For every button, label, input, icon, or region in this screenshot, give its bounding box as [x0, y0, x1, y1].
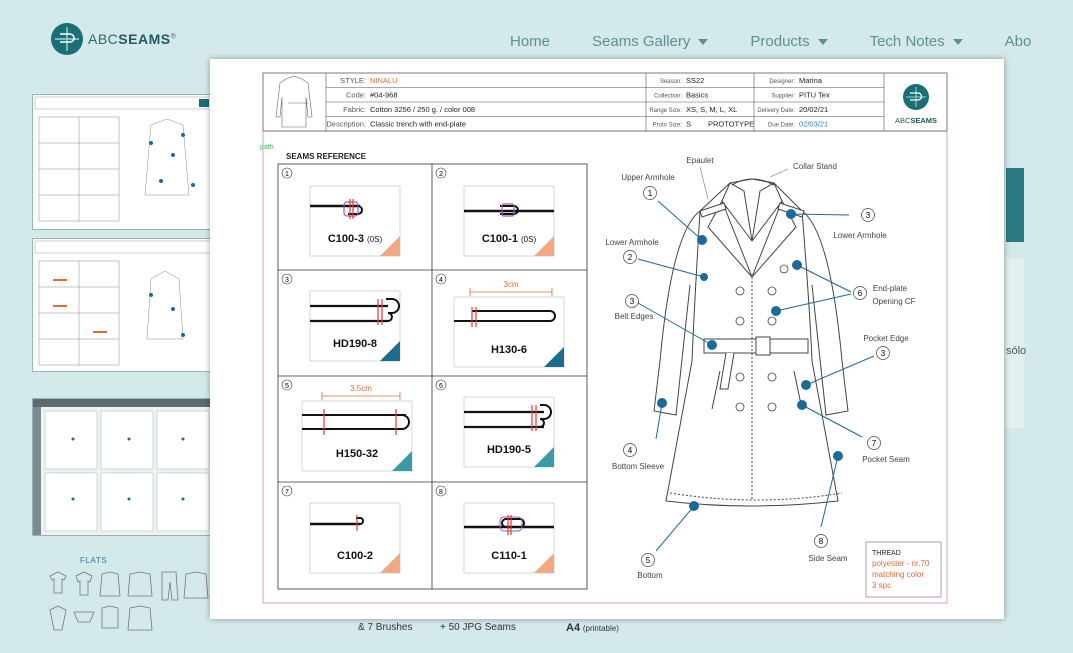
season-value: SS22	[686, 76, 705, 85]
proto-size-value: S	[686, 119, 692, 129]
a4-info: A4 (printable)	[566, 622, 619, 634]
trench-coat-drawing	[654, 179, 848, 506]
collection-value: Basics	[686, 90, 709, 100]
svg-text:4: 4	[439, 277, 443, 284]
callout-number	[626, 295, 639, 308]
seam-cell-3[interactable]	[282, 274, 400, 361]
right-panel-accent	[1006, 168, 1024, 242]
tech-sheet-popup	[210, 59, 1004, 619]
callout-pocket-seam: Pocket Seam	[862, 455, 910, 464]
seam-code: C110-1	[491, 550, 527, 562]
svg-text:3: 3	[629, 297, 635, 306]
chevron-down-icon	[953, 39, 963, 45]
nav-home[interactable]: Home	[510, 33, 551, 50]
seam-code: C100-1 (0S)	[481, 233, 537, 245]
seam-code: C100-2	[336, 550, 374, 562]
svg-text:3: 3	[285, 277, 289, 284]
callout-number	[815, 535, 828, 548]
svg-text:1: 1	[285, 171, 289, 178]
range-size-label: Range Size:	[649, 108, 682, 114]
svg-text:6: 6	[857, 289, 863, 298]
callout-belt-edges: Belt Edges	[614, 312, 654, 321]
style-value: NINALU	[370, 76, 398, 85]
nav-seams-gallery[interactable]: Seams Gallery	[592, 33, 708, 50]
seam-code: C100-3 (0S)	[327, 233, 383, 245]
prototype-flag: PROTOTYPE	[708, 119, 755, 129]
logo-icon	[50, 22, 84, 56]
svg-text:7: 7	[285, 489, 289, 496]
seam-cell-8[interactable]	[436, 486, 554, 573]
callout-number	[644, 187, 657, 200]
chevron-down-icon	[818, 39, 828, 45]
thumbnail-sheet-1[interactable]	[32, 94, 214, 230]
callout-opening-cf: Opening CF	[872, 297, 916, 306]
fabric-value: Cotton 3256 / 250 g. / color 008	[370, 105, 476, 114]
brushes-info: & 7 Brushes	[358, 622, 413, 633]
seam-code: H130-6	[490, 344, 528, 356]
seams-reference-title: SEAMS REFERENCE	[286, 152, 367, 161]
collection-label: Collection:	[653, 93, 682, 100]
designer-label: Designer:	[769, 79, 795, 85]
fabric-label: Fabric:	[343, 105, 366, 114]
callout-number	[862, 209, 875, 222]
sheet-preview-image	[33, 239, 213, 371]
callout-number	[868, 437, 881, 450]
sheet-preview-image	[33, 95, 213, 229]
description-value: Classic trench with end-plate	[370, 119, 466, 129]
nav-tech-notes[interactable]: Tech Notes	[870, 33, 963, 50]
delivery-date-label: Delivery Date:	[757, 108, 795, 114]
callout-bottom-sleeve: Bottom Sleeve	[611, 462, 665, 471]
seam-code: HD190-5	[486, 444, 532, 456]
svg-text:5: 5	[285, 383, 289, 390]
seam-code: H150-32	[335, 448, 379, 460]
delivery-date-value: 20/02/21	[799, 105, 829, 114]
svg-text:6: 6	[439, 383, 443, 390]
callout-epaulet: Epaulet	[686, 156, 714, 165]
callout-collar-stand: Collar Stand	[792, 162, 838, 171]
tech-sheet	[210, 59, 1004, 619]
season-label: Season:	[659, 79, 682, 85]
callout-bottom: Bottom	[637, 571, 663, 580]
thread-line-1: polyester - nr.70	[872, 559, 930, 568]
main-nav	[510, 33, 1073, 50]
dimension-label: 3.5cm	[350, 384, 372, 393]
logo-text: ABCSEAMS®	[88, 31, 177, 47]
svg-text:2: 2	[439, 171, 443, 178]
callout-collar-edge: Lower Armhole	[833, 231, 887, 240]
proto-size-label: Proto Size:	[652, 122, 682, 129]
site-logo[interactable]	[50, 22, 176, 56]
dimension-label: 3cm	[503, 280, 519, 289]
sheet-logo	[895, 84, 937, 125]
thread-line-2: matching color	[872, 570, 925, 579]
callout-end-plate: End-plate	[872, 284, 908, 293]
path-tag: path	[260, 144, 274, 151]
seam-cell-2[interactable]	[436, 168, 554, 256]
nav-about[interactable]: Abo	[1004, 33, 1032, 50]
jpg-seams-info: + 50 JPG Seams	[440, 622, 516, 633]
code-label: Code:	[345, 90, 366, 100]
svg-text:1: 1	[647, 189, 653, 198]
due-date-label: Due Date:	[767, 122, 795, 129]
svg-text:3: 3	[865, 211, 871, 220]
svg-text:8: 8	[439, 489, 443, 496]
svg-text:8: 8	[818, 537, 824, 546]
style-thumbnail	[276, 76, 312, 127]
callout-number	[877, 347, 890, 360]
thread-box	[866, 542, 941, 597]
callout-side-seam: Side Seam	[808, 554, 848, 563]
right-partial-text: sólo	[1006, 345, 1027, 357]
chevron-down-icon	[698, 39, 708, 45]
supplier-value: PITU Tex	[799, 90, 830, 100]
thumbnail-sheet-2[interactable]	[32, 238, 214, 372]
callout-number	[624, 444, 637, 457]
seam-cell-1[interactable]	[282, 168, 400, 256]
seam-cell-6[interactable]	[436, 380, 554, 467]
thread-line-3: 3 spc	[872, 581, 892, 590]
svg-text:3: 3	[880, 349, 886, 358]
callout-pocket-edge: Pocket Edge	[863, 334, 909, 343]
right-panel	[1006, 258, 1027, 428]
nav-products[interactable]: Products	[750, 33, 827, 50]
svg-text:5: 5	[645, 556, 651, 565]
sheet-logo-text: ABCSEAMS	[894, 116, 938, 125]
callout-number	[854, 287, 867, 300]
thumbnail-editor-screen[interactable]	[32, 398, 214, 536]
seam-code: HD190-8	[332, 338, 378, 350]
callout-lower-armhole: Lower Armhole	[605, 238, 659, 247]
svg-text:4: 4	[627, 446, 633, 455]
flats-label: FLATS	[80, 556, 108, 565]
callout-number	[642, 554, 655, 567]
code-value: #04-968	[370, 90, 398, 100]
flats-sketches	[46, 570, 216, 634]
callout-upper-armhole: Upper Armhole	[621, 173, 675, 182]
svg-text:7: 7	[871, 439, 877, 448]
supplier-label: Supplier:	[771, 93, 795, 100]
seam-cell-5[interactable]	[282, 380, 412, 471]
due-date-value: 02/03/21	[799, 119, 829, 129]
seam-cell-7[interactable]	[282, 486, 400, 573]
description-label: Description:	[326, 119, 366, 129]
thread-title: THREAD	[872, 550, 901, 557]
seam-cell-4[interactable]	[436, 274, 564, 367]
designer-value: Marina	[799, 76, 822, 85]
svg-text:2: 2	[627, 253, 633, 262]
style-label: STYLE:	[340, 76, 366, 85]
editor-preview-image	[33, 399, 213, 535]
callout-number	[624, 251, 637, 264]
range-size-value: XS, S, M, L, XL	[686, 105, 738, 114]
